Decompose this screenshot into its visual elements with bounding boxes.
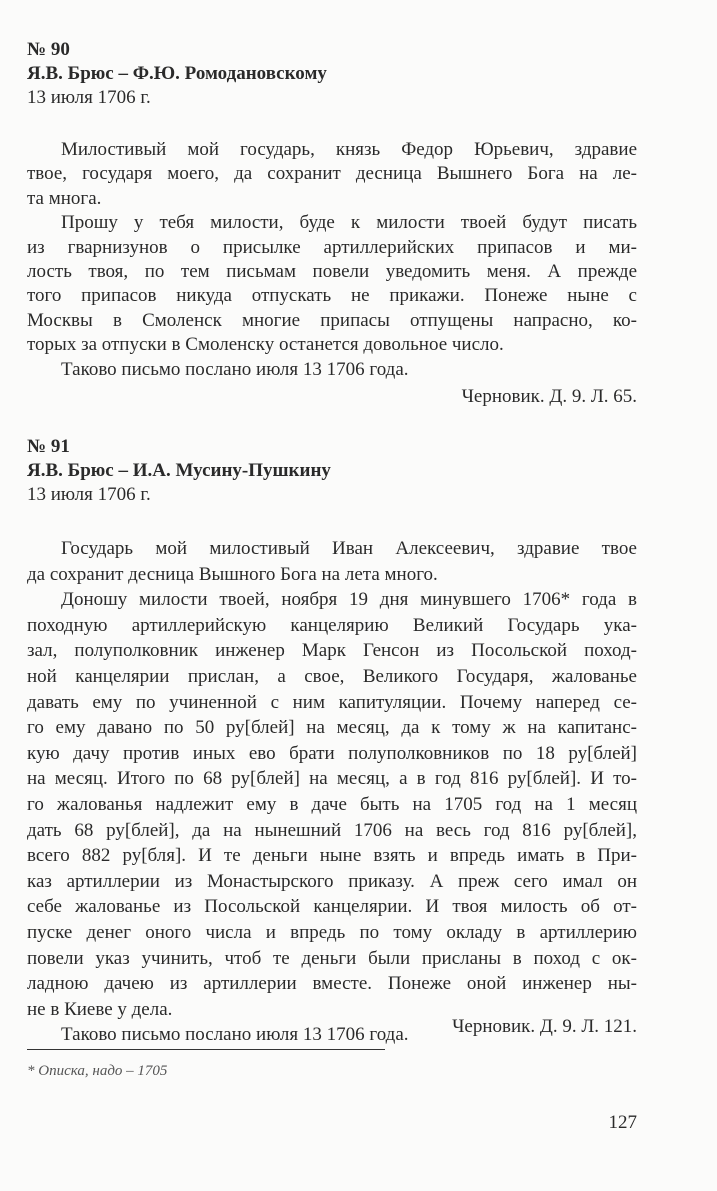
doc91-title: Я.В. Брюс – И.А. Мусину-Пушкину (27, 460, 331, 481)
doc90-body (27, 138, 637, 382)
text-line: каз артиллерии из Монастырского приказу. А преж сего имал он (27, 870, 637, 892)
doc91-body (27, 536, 637, 1048)
text-line: лость твоя, по тем письмам повели уведомить меня. А прежде (27, 260, 637, 282)
text-line: Москвы в Смоленск многие припасы отпущены напрасно, ко- (27, 309, 637, 331)
text-line: го ему давано по 50 ру[блей] на месяц, да к тому ж на капитанс- (27, 717, 637, 739)
text-line: торых за отпуски в Смоленску останется довольное число. (27, 334, 504, 356)
footnote: * Описка, надо – 1705 (27, 1063, 168, 1079)
text-line: Милостивый мой государь, князь Федор Юрьевич, здравие (61, 139, 637, 160)
text-line: кую дачу против иных ево брати полуполковников по 18 ру[блей] (27, 742, 637, 764)
text-line: всего 882 ру[бля]. И те деньги ныне взять и впредь имать в При- (27, 845, 637, 867)
footnote-divider (27, 1049, 385, 1050)
text-line: ладною дачею из артиллерии вместе. Понеже оной инженер ны- (27, 973, 637, 995)
text-line: походную артиллерийскую канцелярию Великий Государь ука- (27, 614, 637, 636)
text-line: повели указ учинить, чтоб те деньги были присланы в поход с ок- (27, 947, 637, 969)
text-line: го жалованья надлежит ему в даче быть на 1705 год на 1 месяц (27, 793, 637, 815)
text-line: Прошу у тебя милости, буде к милости твоей будут писать (61, 212, 637, 234)
text-line: зал, полуполковник инженер Марк Генсон из Посольской поход- (27, 640, 637, 662)
page-number: 127 (608, 1112, 637, 1133)
text-line: да сохранит десница Вышного Бога на лета много. (27, 563, 438, 585)
doc90-source: Черновик. Д. 9. Л. 65. (461, 386, 637, 407)
text-line: пуске денег оного числа и впредь по тому окладу в артиллерию (27, 921, 637, 943)
text-line: из гварнизунов о присылке артиллерийских припасов и ми- (27, 236, 637, 258)
text-line: дать 68 ру[блей], да на нынешний 1706 на весь год 816 ру[блей], (27, 819, 637, 841)
doc91-header (27, 435, 637, 507)
text-line: Таково письмо послано июля 13 1706 года. (61, 1024, 409, 1046)
doc90-date: 13 июля 1706 г. (27, 87, 151, 108)
text-line: не в Киеве у дела. (27, 998, 173, 1020)
doc90-header (27, 38, 637, 110)
text-line: себе жалованье из Посольской канцелярии. И твоя милость об от- (27, 896, 637, 918)
text-line: Доношу милости твоей, ноября 19 дня минувшего 1706* года в (61, 589, 637, 611)
text-line: Государь мой милостивый Иван Алексеевич, здравие твое (61, 538, 637, 559)
text-line: та многа. (27, 187, 102, 209)
text-line: на месяц. Итого по 68 ру[блей] на месяц, а в год 816 ру[блей]. И то- (27, 768, 637, 790)
doc90-title: Я.В. Брюс – Ф.Ю. Ромодановскому (27, 63, 327, 84)
doc90-number: № 90 (27, 39, 70, 60)
text-line: ной канцелярии прислан, а свое, Великого Государя, жалованье (27, 665, 637, 687)
doc91-date: 13 июля 1706 г. (27, 484, 151, 505)
doc91-number: № 91 (27, 436, 70, 457)
text-line: давать ему по учиненной с ним капитуляции. Почему наперед се- (27, 691, 637, 713)
text-line: Таково письмо послано июля 13 1706 года. (61, 358, 409, 380)
text-line: того припасов никуда отпускать не прикажи. Понеже ныне с (27, 285, 637, 307)
doc91-source: Черновик. Д. 9. Л. 121. (452, 1016, 637, 1037)
text-line: твое, государя моего, да сохранит десница Вышнего Бога на ле- (27, 163, 637, 185)
